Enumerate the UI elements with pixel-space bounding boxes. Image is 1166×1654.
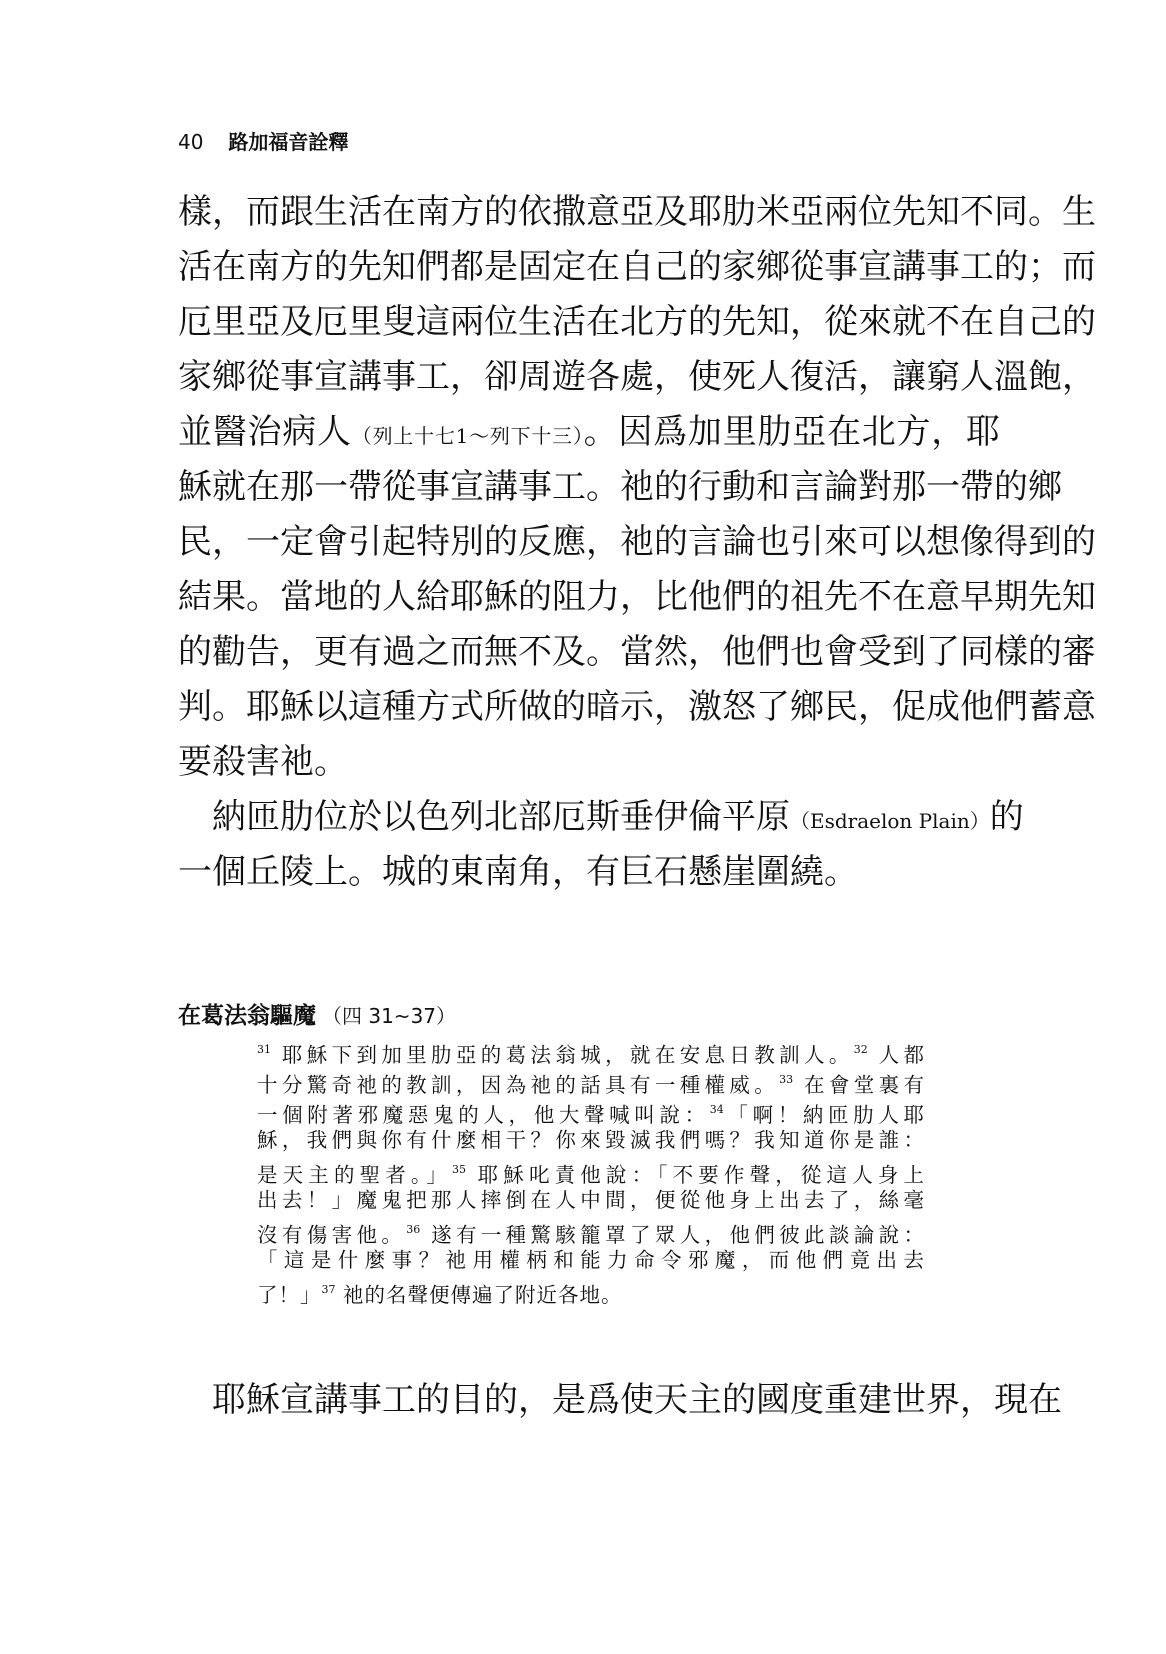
verse-text: 一個附著邪魔惡鬼的人，他大聲喊叫說： <box>257 1103 710 1127</box>
text-line <box>178 797 1024 841</box>
text-segment: 納匝肋位於以色列北部厄斯垂伊倫平原 <box>178 797 790 837</box>
page-number: 40 <box>178 130 204 154</box>
text-segment: 並醫治病人 <box>178 412 352 452</box>
quote-line <box>257 1245 925 1275</box>
section-heading <box>178 997 456 1030</box>
quote-line <box>257 1275 925 1310</box>
verse-number: 32 <box>853 1043 868 1056</box>
text-segment: 。因爲加里肋亞在北方，耶 <box>583 412 1001 452</box>
verse-number: 33 <box>779 1073 794 1086</box>
text-line: 結果。當地的人給耶穌的阻力，比他們的祖先不在意早期先知 <box>178 577 1096 617</box>
text-line: 穌就在那一帶從事宣講事工。祂的行動和言論對那一帶的鄉 <box>178 467 1062 507</box>
verse-number: 37 <box>321 1283 336 1296</box>
text-line: 判。耶穌以這種方式所做的暗示，激怒了鄉民，促成他們蓄意 <box>178 687 1096 727</box>
verse-text: 出去！」魔鬼把那人摔倒在人中間，便從他身上出去了，絲毫 <box>257 1188 925 1212</box>
section-reference: （四 31~37） <box>322 1004 457 1028</box>
text-line: 家鄉從事宣講事工，卻周遊各處，使死人復活，讓窮人溫飽， <box>178 357 1096 397</box>
text-line: 耶穌宣講事工的目的，是爲使天主的國度重建世界，現在 <box>178 1380 1062 1420</box>
verse-number: 35 <box>451 1163 466 1176</box>
verse-text: 耶穌叱責他說：「不要作聲，從這人身上 <box>465 1163 926 1187</box>
verse-text: 祂的名聲便傳遍了附近各地。 <box>335 1283 623 1307</box>
verse-number: 36 <box>406 1223 421 1236</box>
verse-text: 「這是什麼事？祂用權柄和能力命令邪魔，而他們竟出去 <box>257 1248 925 1272</box>
verse-text: 耶穌下到加里肋亞的葛法翁城，就在安息日教訓人。 <box>271 1043 854 1067</box>
verse-text: 是天主的聖者。」 <box>257 1163 452 1187</box>
text-segment: 的 <box>989 797 1024 837</box>
text-line: 厄里亞及厄里叟這兩位生活在北方的先知，從來就不在自己的 <box>178 302 1096 342</box>
verse-text: 穌，我們與你有什麼相干？你來毀滅我們嗎？我知道你是誰： <box>257 1128 925 1152</box>
text-line: 要殺害祂。 <box>178 742 348 782</box>
verse-text: 十分驚奇祂的教訓，因為祂的話具有一種權威。 <box>257 1073 780 1097</box>
text-line: 樣，而跟生活在南方的依撒意亞及耶肋米亞兩位先知不同。生 <box>178 192 1096 232</box>
verse-text: 遂有一種驚駭籠罩了眾人，他們彼此談論說： <box>420 1223 926 1247</box>
quote-line <box>257 1125 925 1155</box>
text-line <box>178 412 1000 456</box>
verse-text: 沒有傷害他。 <box>257 1223 407 1247</box>
quote-line <box>257 1185 925 1215</box>
book-title: 路加福音詮釋 <box>228 130 349 154</box>
text-line: 的勸告，更有過之而無不及。當然，他們也會受到了同樣的審 <box>178 632 1096 672</box>
verse-text: 「啊！納匝肋人耶 <box>723 1103 926 1127</box>
verse-text: 人都 <box>867 1043 925 1067</box>
text-line: 活在南方的先知們都是固定在自己的家鄉從事宣講事工的；而 <box>178 247 1096 287</box>
inline-reference: （列上十七1～列下十三） <box>351 424 584 448</box>
text-line: 民，一定會引起特別的反應，祂的言論也引來可以想像得到的 <box>178 522 1096 562</box>
verse-text: 了！」 <box>257 1283 322 1307</box>
verse-text: 在會堂裏有 <box>793 1073 925 1097</box>
verse-number: 34 <box>709 1103 724 1116</box>
section-title: 在葛法翁驅魔 <box>178 1003 316 1029</box>
text-line: 一個丘陵上。城的東南角，有巨石懸崖圍繞。 <box>178 852 858 892</box>
inline-reference: （Esdraelon Plain） <box>790 809 990 833</box>
verse-number: 31 <box>257 1043 271 1056</box>
running-header <box>178 126 348 155</box>
